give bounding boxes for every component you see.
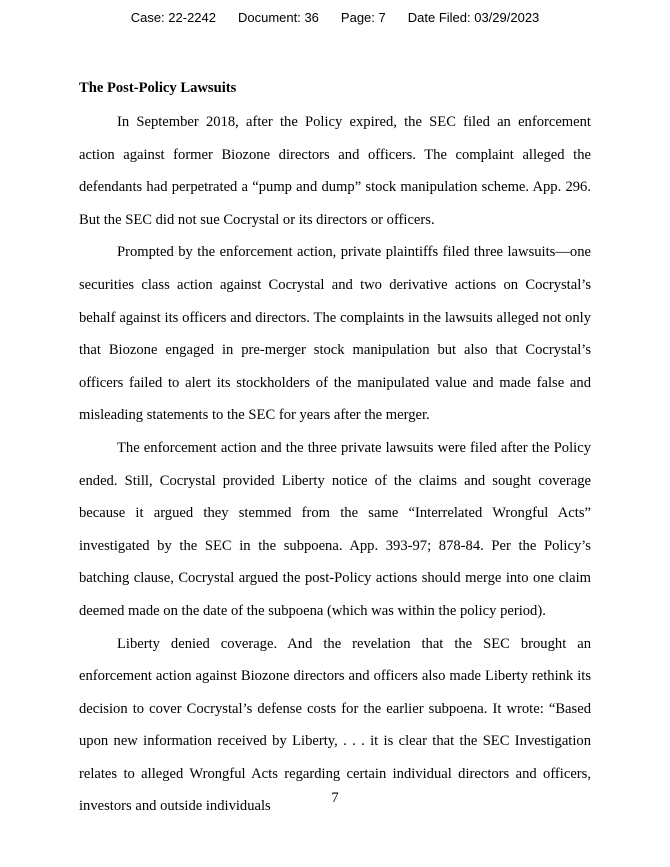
document-number: Document: 36 xyxy=(237,10,319,25)
paragraph: Liberty denied coverage. And the revelation that the SEC brought an enforcement action against Biozone directors and officers also made Liberty rethink its decision to cover Cocrystal’s defense costs for the earlier subpoena. It wrote: “Based upon new information received by Liberty, . . . it is clear that the SEC Investigation relates to alleged Wrongful Acts regarding certain individual directors and officers, investors and outside individuals xyxy=(79,635,591,815)
date-filed: Date Filed: 03/29/2023 xyxy=(407,10,540,25)
case-number: Case: 22-2242 xyxy=(130,10,216,25)
section-heading: The Post-Policy Lawsuits xyxy=(79,80,237,96)
document-body xyxy=(79,76,591,823)
filing-header-stamp xyxy=(0,10,670,25)
page-label: Page: 7 xyxy=(340,10,386,25)
page-number: 7 xyxy=(331,790,339,806)
paragraph: The enforcement action and the three private lawsuits were filed after the Policy ended. Still, Cocrystal provided Liberty notice of the claims and sought coverage because it argued they stemmed from the same “Interrelated Wrongful Acts” investigated by the SEC in the subpoena. App. 393-97; 878-84. Per the Policy’s batching clause, Cocrystal argued the post-Policy actions should merge into one claim deemed made on the date of the subpoena (which was within the policy period). xyxy=(79,439,591,619)
paragraph: Prompted by the enforcement action, private plaintiffs filed three lawsuits—one securities class action against Cocrystal and two derivative actions on Cocrystal’s behalf against its officers and directors. The complaints in the lawsuits alleged not only that Biozone engaged in pre-merger stock manipulation but also that Cocrystal’s officers failed to alert its stockholders of the manipulated value and made false and misleading statements to the SEC for years after the merger. xyxy=(79,244,591,424)
paragraph: In September 2018, after the Policy expired, the SEC filed an enforcement action against former Biozone directors and officers. The complaint alleged the defendants had perpetrated a “pump and dump” stock manipulation scheme. App. 296. But the SEC did not sue Cocrystal or its directors or officers. xyxy=(79,114,591,228)
